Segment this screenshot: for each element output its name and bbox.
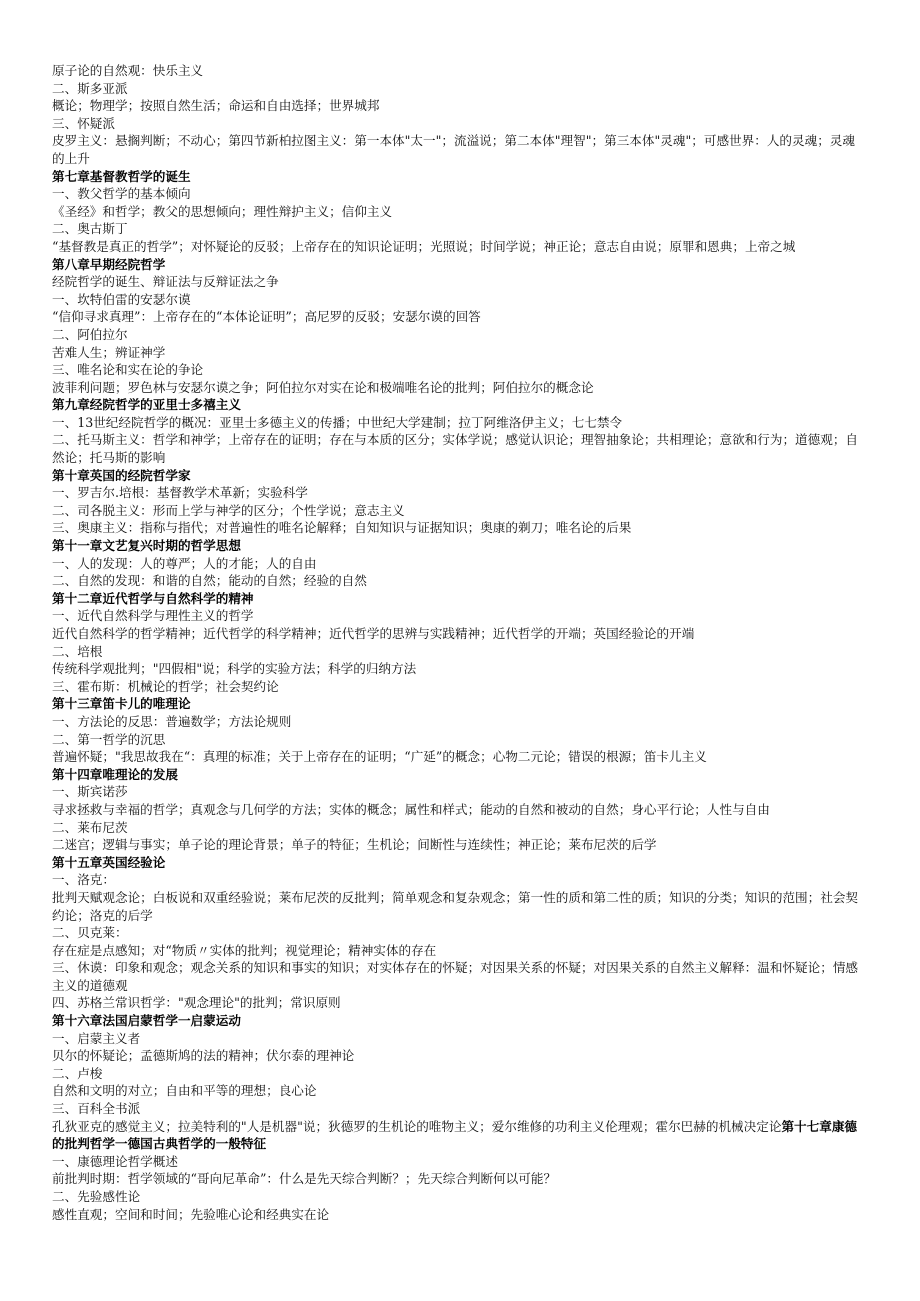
text-line: 寻求拯救与幸福的哲学；真观念与几何学的方法；实体的概念；属性和样式；能动的自然和被动的自然；身心平行论；人性与自由 (52, 801, 770, 817)
text-line: 二、卢梭 (52, 1065, 103, 1081)
chapter-heading: 第八章早期经院哲学 (52, 256, 166, 272)
text-line: 波菲利问题；罗色林与安瑟尔谟之争；阿伯拉尔对实在论和极端唯名论的批判；阿伯拉尔的概念论 (52, 379, 594, 395)
text-line: 经院哲学的诞生、辩证法与反辩证法之争 (52, 274, 279, 290)
text-line: 感性直观；空间和时间；先验唯心论和经典实在论 (52, 1206, 330, 1222)
text-line: 三、休谟：印象和观念；观念关系的知识和事实的知识；对实体存在的怀疑；对因果关系的怀疑；对因果关系的自然主义解释：温和怀疑论；情感主义的道德观 (52, 960, 858, 993)
text-line: 三、奥康主义：指称与指代；对普遍性的唯名论解释；自知知识与证据知识；奥康的剃刀；唯名论的后果 (52, 520, 632, 536)
chapter-heading: 第十六章法国启蒙哲学一启蒙运动 (52, 1013, 241, 1029)
text-line: 一、13世纪经院哲学的概况：亚里士多德主义的传播；中世纪大学建制；拉丁阿维洛伊主义；七七禁令 (52, 414, 623, 430)
text-line: 批判天赋观念论；白板说和双重经验说；莱布尼茨的反批判；简单观念和复杂观念；第一性的质和第二性的质；知识的分类；知识的范围；社会契约论；洛克的后学 (52, 889, 858, 923)
text-line: 一、斯宾诺莎 (52, 784, 128, 800)
text-line-with-heading (52, 1118, 867, 1153)
text-line: 四、苏格兰常识哲学："观念理论"的批判；常识原则 (52, 995, 341, 1011)
text-line: 原子论的自然观：快乐主义 (52, 63, 204, 78)
text-line: 一、罗吉尔.培根：基督教学术革新；实验科学 (52, 485, 308, 501)
text-line: 存在症是点感知；对“物质〃实体的批判；视觉理论；精神实体的存在 (52, 942, 437, 958)
text-line: 一、人的发现：人的尊严；人的才能；人的自由 (52, 555, 317, 571)
text-line: 《圣经》和哲学；教父的思想倾向；理性辩护主义；信仰主义 (52, 203, 393, 219)
text-line: 二、自然的发现：和谐的自然；能动的自然；经验的自然 (52, 573, 367, 589)
text-line: 二、莱布尼茨 (52, 819, 128, 835)
document-body (52, 62, 867, 1223)
text-line: 普遍怀疑；"我思故我在“：真理的标准；关于上帝存在的证明；“广延”的概念；心物二元论；错误的根源；笛卡儿主义 (52, 749, 707, 765)
text-line: 一、近代自然科学与理性主义的哲学 (52, 608, 254, 624)
text-line: 二、奥古斯丁 (52, 221, 128, 237)
text-line: 自然和文明的对立；自由和平等的理想；良心论 (52, 1083, 317, 1099)
text-line: “信仰寻求真理”：上帝存在的“本体论证明”；高尼罗的反驳；安瑟尔谟的回答 (52, 309, 481, 325)
text-line: 三、怀疑派 (52, 115, 115, 131)
text-line: 二迷宫；逻辑与事实；单子论的理论背景；单子的特征；生机论；间断性与连续性；神正论；莱布尼茨的后学 (52, 837, 657, 853)
chapter-heading: 第七章基督教哲学的诞生 (52, 168, 191, 184)
text-line: “基督教是真正的哲学”；对怀疑论的反驳；上帝存在的知识论证明；光照说；时间学说；神正论；意志自由说；原罪和恩典；上帝之城 (52, 238, 796, 254)
chapter-heading: 第十三章笛卡儿的唯理论 (52, 696, 191, 712)
chapter-heading: 第十二章近代哲学与自然科学的精神 (52, 590, 254, 606)
text-line: 概论；物理学；按照自然生活；命运和自由选择；世界城邦 (52, 98, 380, 114)
chapter-heading: 第十四章唯理论的发展 (52, 766, 178, 782)
text-line: 三、霍布斯：机械论的哲学；社会契约论 (52, 678, 279, 694)
text-line: 二、斯多亚派 (52, 80, 128, 96)
text-line: 贝尔的怀疑论；孟德斯鸠的法的精神；伏尔泰的理神论 (52, 1048, 355, 1064)
chapter-heading: 第十章英国的经院哲学家 (52, 467, 191, 483)
chapter-heading: 第十五章英国经验论 (52, 854, 166, 870)
text-line: 前批判时期：哲学领域的“哥向尼革命”：什么是先天综合判断？；先天综合判断何以可能？ (52, 1171, 557, 1187)
text-line: 近代自然科学的哲学精神；近代哲学的科学精神；近代哲学的思辨与实践精神；近代哲学的开端；英国经验论的开端 (52, 626, 695, 641)
text-line: 苦难人生；辨证神学 (52, 344, 166, 360)
text-line: 一、方法论的反思：普遍数学；方法论规则 (52, 713, 292, 729)
chapter-heading: 第十一章文艺复兴时期的哲学思想 (52, 538, 241, 554)
text-run: 孔狄亚克的感觉主义；拉美特利的"人是机器"说；狄德罗的生机论的唯物主义；爱尔维修的功利主义伦理观；霍尔巴赫的机械决定论 (52, 1118, 782, 1134)
text-line: 一、康德理论哲学概述 (52, 1153, 178, 1169)
text-line: 一、教父哲学的基本倾向 (52, 186, 191, 202)
text-line: 三、唯名论和实在论的争论 (52, 362, 204, 378)
chapter-heading-inline: 第十七章康德的批判哲学一德国古典哲学的一般特征 (52, 1118, 857, 1152)
text-line: 一、坎特伯雷的安瑟尔谟 (52, 291, 191, 307)
text-line: 一、启蒙主义者 (52, 1030, 141, 1046)
text-line: 二、司各脱主义：形而上学与神学的区分；个性学说；意志主义 (52, 502, 405, 518)
text-line: 传统科学观批判；"四假相"说；科学的实验方法；科学的归纳方法 (52, 661, 417, 677)
text-line: 二、先验感性论 (52, 1189, 141, 1204)
text-line: 皮罗主义：悬搁判断；不动心；第四节新柏拉图主义：第一本体"太一"；流溢说；第二本体"理智"；第三本体"灵魂"；可感世界：人的灵魂；灵魂的上升 (52, 133, 855, 166)
text-line: 二、第一哲学的沉思 (52, 731, 166, 747)
text-line: 一、洛克： (52, 872, 115, 888)
text-line: 二、培根 (52, 643, 103, 659)
text-line: 二、阿伯拉尔 (52, 326, 128, 342)
text-line: 二、托马斯主义：哲学和神学；上帝存在的证明；存在与本质的区分；实体学说；感觉认识论；理智抽象论；共相理论；意欲和行为；道德观；自然论；托马斯的影响 (52, 432, 858, 466)
chapter-heading: 第九章经院哲学的亚里士多禧主义 (52, 397, 241, 413)
text-line: 二、贝克莱： (52, 925, 128, 941)
text-line: 三、百科全书派 (52, 1101, 141, 1117)
